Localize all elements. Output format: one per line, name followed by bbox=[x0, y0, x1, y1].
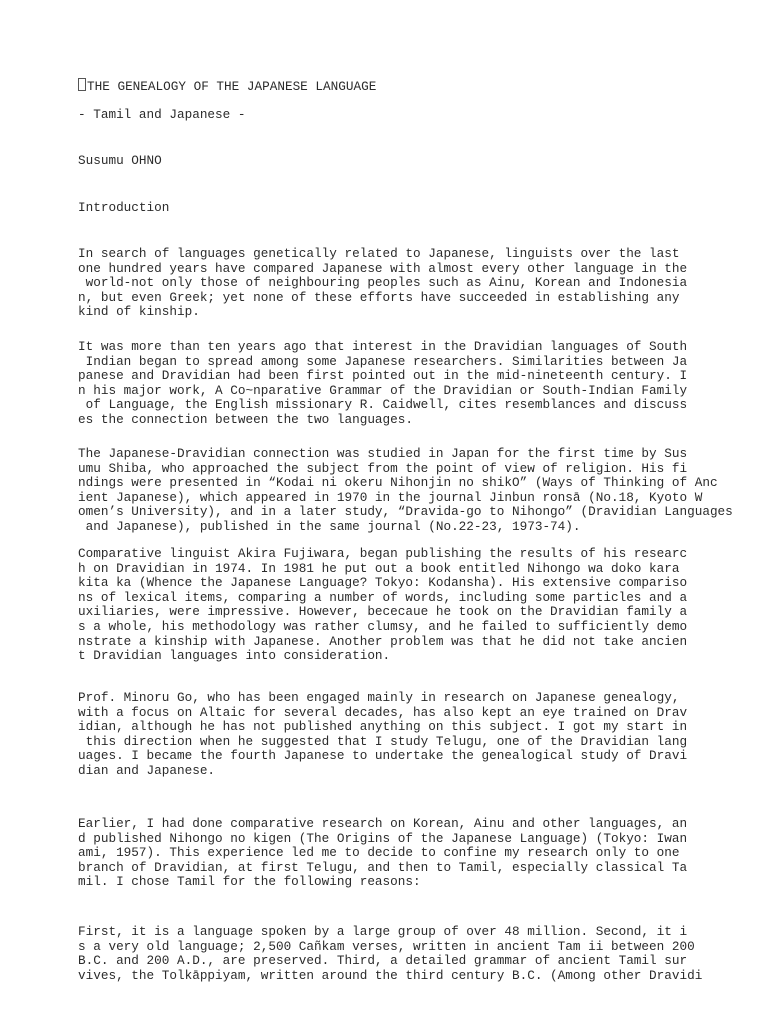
paragraph-line: mil. I chose Tamil for the following reasons: bbox=[78, 874, 421, 890]
paragraph-line: Earlier, I had done comparative research on Korean, Ainu and other languages, an bbox=[78, 816, 688, 831]
paragraph-line: s a whole, his methodology was rather clumsy, and he failed to sufficiently demo bbox=[78, 619, 688, 634]
section-heading: Introduction bbox=[78, 200, 170, 215]
paragraph-line: kita ka (Whence the Japanese Language? Tokyo: Kodansha). His extensive compariso bbox=[78, 575, 688, 591]
paragraph-line: ndings were presented in “Kodai ni okeru Nihonjin no shikO” (Ways of Thinking of Anc bbox=[78, 475, 718, 491]
paragraph-line: Comparative linguist Akira Fujiwara, began publishing the results of his researc bbox=[78, 546, 688, 561]
paragraph-line: t Dravidian languages into consideration. bbox=[78, 648, 391, 664]
paragraph-line: It was more than ten years ago that interest in the Dravidian languages of South bbox=[78, 339, 688, 354]
author-name: Susumu OHNO bbox=[78, 153, 162, 168]
paragraph-line: one hundred years have compared Japanese with almost every other language in the bbox=[78, 260, 688, 276]
paragraph-line: ns of lexical items, comparing a number of words, including some particles and a bbox=[78, 589, 688, 605]
paragraph-line: umu Shiba, who approached the subject from the point of view of religion. His fi bbox=[78, 460, 688, 476]
paragraph-line: The Japanese-Dravidian connection was studied in Japan for the first time by Sus bbox=[78, 446, 688, 461]
paragraph-line: nstrate a kinship with Japanese. Another problem was that he did not take ancien bbox=[78, 633, 688, 649]
paragraph-line: vives, the Tolkāppiyam, written around the third century B.C. (Among other Dravidi bbox=[78, 967, 703, 983]
paragraph-line: d published Nihongo no kigen (The Origins of the Japanese Language) (Tokyo: Iwan bbox=[78, 830, 688, 846]
paragraph-line: dian and Japanese. bbox=[78, 763, 216, 778]
paragraph-line: n his major work, A Co~nparative Grammar of the Dravidian or South-Indian Family bbox=[78, 382, 688, 398]
paragraph-line: Indian began to spread among some Japanese researchers. Similarities between Ja bbox=[78, 353, 688, 369]
missing-glyph-icon bbox=[78, 78, 86, 91]
paragraph-line: uages. I became the fourth Japanese to undertake the genealogical study of Dravi bbox=[78, 748, 688, 764]
paragraph-line: of Language, the English missionary R. Caidwell, cites resemblances and discuss bbox=[78, 397, 688, 413]
paragraph-line: n, but even Greek; yet none of these efforts have succeeded in establishing any bbox=[78, 289, 680, 305]
paragraph-line: uxiliaries, were impressive. However, bececaue he took on the Dravidian family a bbox=[78, 604, 688, 620]
paragraph-line: s a very old language; 2,500 Cañkam verses, written in ancient Tam ii between 200 bbox=[78, 938, 695, 954]
paragraph-line: ami, 1957). This experience led me to decide to confine my research only to one bbox=[78, 845, 680, 861]
paragraph-line: idian, although he has not published anything on this subject. I got my start in bbox=[78, 719, 688, 735]
paragraph-line: es the connection between the two languages. bbox=[78, 412, 414, 427]
paragraph-line: In search of languages genetically related to Japanese, linguists over the last bbox=[78, 246, 680, 261]
paragraph-line: this direction when he suggested that I study Telugu, one of the Dravidian lang bbox=[78, 733, 688, 749]
paragraph-line: h on Dravidian in 1974. In 1981 he put out a book entitled Nihongo wa doko kara bbox=[78, 560, 680, 576]
document-title: THE GENEALOGY OF THE JAPANESE LANGUAGE bbox=[78, 78, 376, 95]
paragraph-line: world-not only those of neighbouring peoples such as Ainu, Korean and Indonesia bbox=[78, 275, 688, 291]
document-subtitle: - Tamil and Japanese - bbox=[78, 107, 246, 122]
paragraph-line: B.C. and 200 A.D., are preserved. Third, a detailed grammar of ancient Tamil sur bbox=[78, 953, 688, 969]
paragraph-line: First, it is a language spoken by a large group of over 48 million. Second, it i bbox=[78, 924, 688, 939]
paragraph-line: with a focus on Altaic for several decades, has also kept an eye trained on Drav bbox=[78, 704, 688, 720]
paragraph-line: ient Japanese), which appeared in 1970 in the journal Jinbun ronsā (No.18, Kyoto W bbox=[78, 489, 703, 505]
paragraph-line: Prof. Minoru Go, who has been engaged mainly in research on Japanese genealogy, bbox=[78, 690, 680, 705]
paragraph-line: and Japanese), published in the same journal (No.22-23, 1973-74). bbox=[78, 519, 581, 534]
paragraph-line: panese and Dravidian had been first pointed out in the mid-nineteenth century. I bbox=[78, 368, 688, 384]
paragraph-line: omen’s University), and in a later study, “Dravida-go to Nihongo” (Dravidian Languages bbox=[78, 504, 733, 520]
paragraph-line: branch of Dravidian, at first Telugu, and then to Tamil, especially classical Ta bbox=[78, 859, 688, 875]
paragraph-line: kind of kinship. bbox=[78, 304, 200, 320]
